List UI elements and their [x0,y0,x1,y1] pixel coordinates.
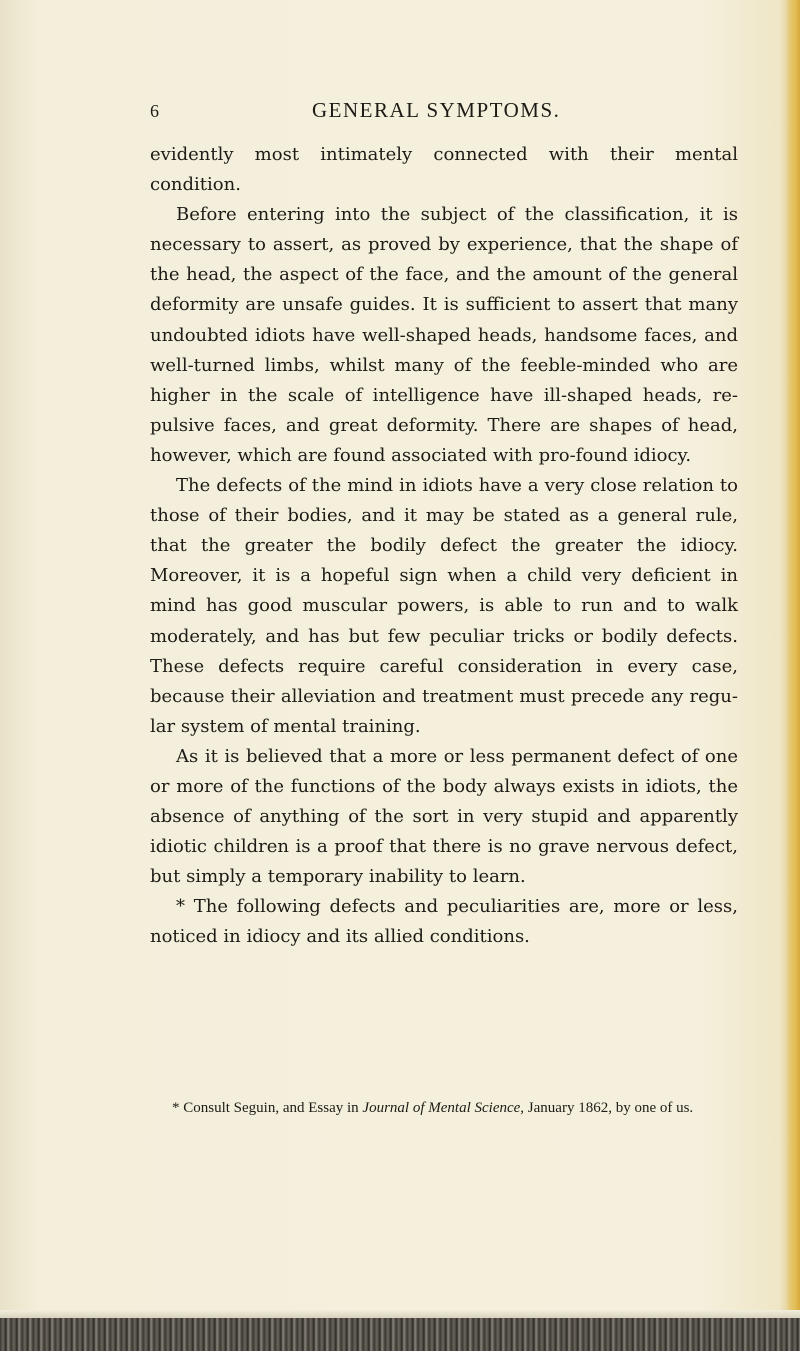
paragraph-permanent-defect: As it is believed that a more or less permanent defect of one or more of the functions of the body always exists in idiots, the absence of anything of the sort in very stupid and apparently idiotic children is a proof that there is no grave nervous defect, but simply a temporary inability to learn. [150,745,738,888]
paragraph-classification: Before entering into the subject of the classification, it is necessary to assert, as proved by experience, that the shape of the head, the aspect of the face, and the amount of the general deformity are unsafe guides. It is sufficient to assert that many undoubted idiots have well-shaped heads, handsome faces, and well-turned limbs, whilst many of the feeble-minded who are higher in the scale of intelligence have ill-shaped heads, re-pulsive faces, and great deformity. There are shapes of head, however, which are found associated with pro-found idiocy. [150,204,738,466]
paragraph-continuation: evidently most intimately connected with their mental condition. [150,144,738,196]
footnote-text-after: , January 1862, by one of us. [520,1100,694,1116]
running-title: GENERAL SYMPTOMS. [312,98,561,122]
footnote [150,1096,738,1120]
page-number: 6 [150,101,159,121]
body-text [150,140,738,953]
running-head [0,92,800,132]
paragraph-defects: The defects of the mind in idiots have a very close relation to those of their bodies, and it may be stated as a general rule, that the greater the bodily defect the greater the idiocy. Moreover, it is a hopeful sign when a child very deficient in mind has good muscular powers, is able to run and to walk moderately, and has but few peculiar tricks or bodily defects. These defects require careful consideration in every case, because their alleviation and treatment must precede any regu-lar system of mental training. [150,475,738,737]
page-bottom-shadow [0,1310,800,1318]
paragraph-following-defects: * The following defects and peculiarities are, more or less, noticed in idiocy and its allied conditions. [150,896,738,948]
footnote-text-before: * Consult Seguin, and Essay in [172,1100,363,1116]
footnote-journal: Journal of Mental Science [362,1100,521,1116]
scan-bottom-edge [0,1318,800,1351]
page-edge [786,0,800,1351]
